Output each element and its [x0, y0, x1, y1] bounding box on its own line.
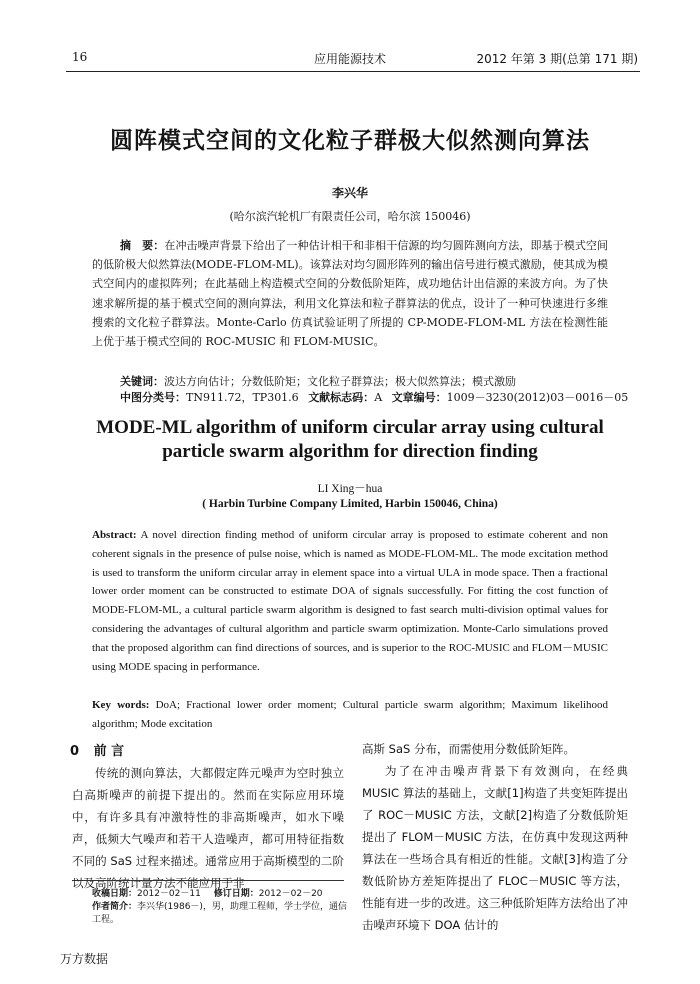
journal-issue: 2012 年第 3 期(总第 171 期): [476, 52, 638, 66]
en-author: LI Xing－hua: [317, 483, 383, 495]
right-column-paragraph-1: 高斯 SaS 分布，而需使用分数低阶矩阵。: [362, 742, 575, 756]
footnote-dates: [92, 888, 348, 901]
en-abstract: [92, 526, 608, 676]
section-heading: [70, 740, 124, 759]
en-keywords-text: DoA; Fractional lower order moment; Cultural particle swarm algorithm; Maximum likelihood algorithm; Mode excitation: [92, 699, 608, 730]
right-column-paragraph-2: 为了在冲击噪声背景下有效测向，在经典 MUSIC 算法的基础上，文献[1]构造了共变矩阵提出了 ROC－MUSIC 方法，文献[2]构造了分数低阶矩提出了 FLOM－MUSIC 方法，在仿真中发现这两种算法在一些场合具有相近的性能。文献[3]构造了分数低阶协方差矩阵提出了 FLOC－MUSIC 等方法，性能有进一步的改进。这三种低阶矩阵方法给出了冲击噪声环境下 DOA 估计的: [362, 764, 628, 932]
section-number: 0: [70, 744, 80, 759]
cn-abstract-label: 摘 要：: [120, 239, 165, 252]
author-bio-label: 作者简介：: [92, 902, 138, 912]
cn-abstract-text: 在冲击噪声背景下给出了一种估计相干和非相干信源的均匀圆阵测向方法，即基于模式空间的低阶极大似然算法(MODE-FLOM-ML)。该算法对均匀圆形阵列的输出信号进行模式激励，使其成为模式空间内的虚拟阵列；在此基础上构造模式空间的分数低阶矩阵，成功地估计出信源的来波方向。为了快速求解所提的基于模式空间的测向算法，利用文化算法和粒子群算法的优点，设计了一种可快速进行多维搜索的文化粒子群算法。Monte-Carlo 仿真试验证明了所提的 CP-MODE-FLOM-ML 方法在检测性能上优于基于模式空间的 ROC-MUSIC 和 FLOM-MUSIC。: [92, 239, 608, 349]
revised-label: 修订日期：: [213, 889, 259, 899]
left-column-paragraph: 传统的测向算法，大都假定阵元噪声为空时独立白高斯噪声的前提下提出的。然而在实际应用环境中，有许多具有冲激特性的非高斯噪声，如水下噪声，低频大气噪声和若干人造噪声，都可用特征指数不同的 SaS 过程来描述。通常应用于高斯模型的二阶以及高阶统计量方法不能应用于非: [72, 766, 344, 890]
revised-date: 2012－02－20: [258, 889, 323, 899]
cn-doc-code-label: 文献标志码：: [308, 391, 375, 404]
received-label: 收稿日期：: [92, 889, 138, 899]
cn-keywords-label: 关键词：: [120, 375, 164, 388]
received-date: 2012－02－11: [137, 889, 201, 899]
footnote-author: [92, 901, 348, 927]
en-keywords-label: Key words:: [92, 699, 150, 711]
cn-doc-code-text: A: [374, 391, 383, 404]
right-column: [362, 738, 628, 936]
journal-name: 应用能源技术: [313, 52, 386, 66]
cn-title: 圆阵模式空间的文化粒子群极大似然测向算法: [110, 128, 590, 154]
cn-class-label: 中图分类号：: [120, 391, 186, 404]
cn-keywords-text: 波达方向估计；分数低阶矩；文化粒子群算法；极大似然算法；模式激励: [164, 375, 516, 388]
cn-affiliation: (哈尔滨汽轮机厂有限责任公司，哈尔滨 150046): [229, 210, 471, 223]
author-bio: 李兴华(1986－)，男，助理工程师，学士学位，通信工程。: [92, 902, 347, 925]
en-keywords: [92, 696, 608, 734]
cn-article-no-label: 文章编号：: [391, 391, 447, 404]
en-title: MODE-ML algorithm of uniform circular array using cultural particle swarm algorithm for direction finding: [96, 417, 604, 462]
page-number: 16: [72, 50, 88, 64]
cn-classification: [120, 388, 630, 407]
footnote: [92, 888, 348, 927]
en-abstract-label: Abstract:: [92, 529, 137, 541]
en-affiliation: ( Harbin Turbine Company Limited, Harbin 150046, China): [202, 498, 498, 510]
cn-class-text: TN911.72，TP301.6: [186, 391, 299, 404]
en-abstract-text: A novel direction finding method of uniform circular array is proposed to estimate coherent and non coherent signals in the presence of pulse noise, which is named as MODE-FLOM-ML. The mode excitation method is used to transform the uniform circular array in element space into a virtual ULA in mode space. Then a fractional lower order moment can be constructed to estimate DOA of signals successfully. For fitting the cost function of MODE-FLOM-ML, a cultural particle swarm algorithm is designed to fast search multi-division optimal values for considering the advantages of cultural algorithm and particle swarm optimization. Monte-Carlo simulations proved that the proposed algorithm can find directions of sources, and is superior to the ROC-MUSIC and FLOM－MUSIC using MODE spacing in performance.: [92, 529, 608, 673]
cn-author: 李兴华: [331, 186, 368, 200]
header-rule: [66, 71, 640, 72]
footnote-rule: [72, 880, 344, 881]
cn-abstract: [92, 236, 608, 351]
cn-article-no-text: 1009－3230(2012)03－0016－05: [446, 391, 629, 404]
section-title: 前 言: [93, 744, 125, 759]
watermark-text: 万方数据: [60, 952, 109, 966]
